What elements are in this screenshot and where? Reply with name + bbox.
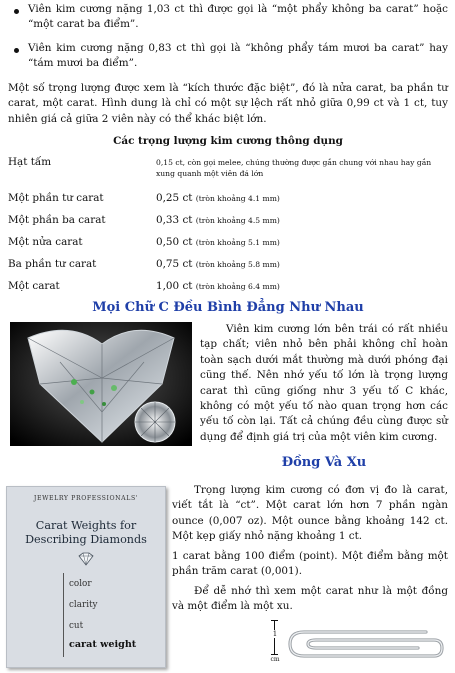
bullet-dot: [14, 9, 19, 14]
row-label: Ba phần tư carat: [8, 258, 97, 270]
table-title: Các trọng lượng kim cương thông dụng: [113, 135, 343, 147]
book-title-line1: Carat Weights for: [35, 519, 137, 532]
row-label: Hạt tấm: [8, 156, 52, 168]
row-value-group: [156, 213, 280, 228]
row-value: 0,25 ct: [156, 192, 193, 204]
book-cover: [6, 486, 166, 668]
row-note: (tròn khoảng 5.1 mm): [195, 238, 280, 247]
book-list-item: cut: [69, 621, 84, 631]
row-value-group: [156, 235, 280, 250]
paperclip-icon: [286, 622, 446, 666]
paperclip: [286, 622, 446, 666]
ruler-digit: 1: [268, 630, 282, 638]
row-note: (tròn khoảng 4.5 mm): [195, 216, 280, 225]
bullet-dot: [14, 48, 19, 53]
ruler-tick: [271, 654, 278, 655]
row-value: 0,15 ct, còn gọi melee, chúng thường được gắn chung với nhau hay gắn xung quanh một viên đá lớn: [156, 158, 432, 178]
row-value: 1,00 ct: [156, 280, 193, 292]
row-label: Một carat: [8, 280, 60, 292]
row-value: 0,50 ct: [156, 236, 193, 248]
table-row: [8, 155, 448, 189]
row-value-group: [156, 279, 280, 294]
section2-paragraph-3: Để dễ nhớ thì xem một carat như là một đồng và một điểm là một xu.: [172, 585, 448, 613]
book-publisher: JEWELRY PROFESSIONALS': [33, 495, 139, 502]
book-list-item: color: [69, 579, 92, 589]
section2-paragraph-1: Trọng lượng kim cương có đơn vị đo là carat, viết tắt là “ct”. Một carat lớn hơn 7 phần ngàn ounce (0,007 oz). Một ounce bằng khoảng 142 ct. Một kẹp giấy nhỏ nặng khoảng 1 ct.: [172, 484, 448, 543]
row-label: Một phần ba carat: [8, 214, 106, 226]
diamond-illustration: [10, 322, 192, 446]
row-note: (tròn khoảng 4.1 mm): [195, 194, 280, 203]
bullet-2-text: Viên kim cương nặng 0,83 ct thì gọi là “không phẩy tám mươi ba carat” hay “tám mươi ba điểm”.: [28, 42, 448, 70]
ruler-tick: [271, 620, 278, 621]
bullet-1-text: Viên kim cương nặng 1,03 ct thì được gọi là “một phẩy không ba carat” hoặc “một carat ba điểm”.: [28, 3, 448, 31]
section2-paragraph-2: 1 carat bằng 100 điểm (point). Một điểm bằng một phần trăm carat (0,001).: [172, 550, 448, 578]
row-note: (tròn khoảng 5.8 mm): [195, 260, 280, 269]
row-value: 0,75 ct: [156, 258, 193, 270]
book-divider: [63, 573, 64, 657]
book-list-item: clarity: [69, 600, 98, 610]
diamond-photo: [10, 322, 192, 446]
ruler: [268, 620, 282, 670]
row-value: 0,33 ct: [156, 214, 193, 226]
section1-paragraph: Viên kim cương lớn bên trái có rất nhiều tạp chất; viên nhỏ bên phải không chỉ hoàn toàn sạch dưới mắt thường mà dưới phóng đại cũng thế. Nên nhớ yếu tố lớn là trọng lượng carat thì cũng giống như 3 yếu tố C khác, không có một yếu tố nào quan trọng hơn các yếu tố còn lại. Tất cả chúng đều cùng được sử dụng để định giá trị của một viên kim cương.: [200, 323, 448, 443]
ruler-unit: cm: [270, 656, 280, 663]
book-title-line2: Describing Diamonds: [25, 533, 147, 546]
row-note: (tròn khoảng 6.4 mm): [195, 282, 280, 291]
section2-heading: Đồng Và Xu: [281, 455, 367, 470]
row-value-group: [156, 257, 280, 272]
book-highlight: carat weight: [69, 639, 137, 650]
row-value-group: [156, 191, 280, 206]
section1-heading: Mọi Chữ C Đều Bình Đẳng Như Nhau: [92, 300, 364, 315]
row-label: Một nửa carat: [8, 236, 83, 248]
row-label: Một phần tư carat: [8, 192, 104, 204]
diamond-icon: [77, 551, 95, 565]
intro-paragraph: Một số trọng lượng được xem là “kích thước đặc biệt”, đó là nửa carat, ba phần tư carat, một carat. Hình dung là chỉ có một sự lệch rất nhỏ giữa 0,99 ct và 1 ct, tuy nhiên giá cả giữa 2 viên này có thể khác biệt lớn.: [8, 82, 448, 125]
